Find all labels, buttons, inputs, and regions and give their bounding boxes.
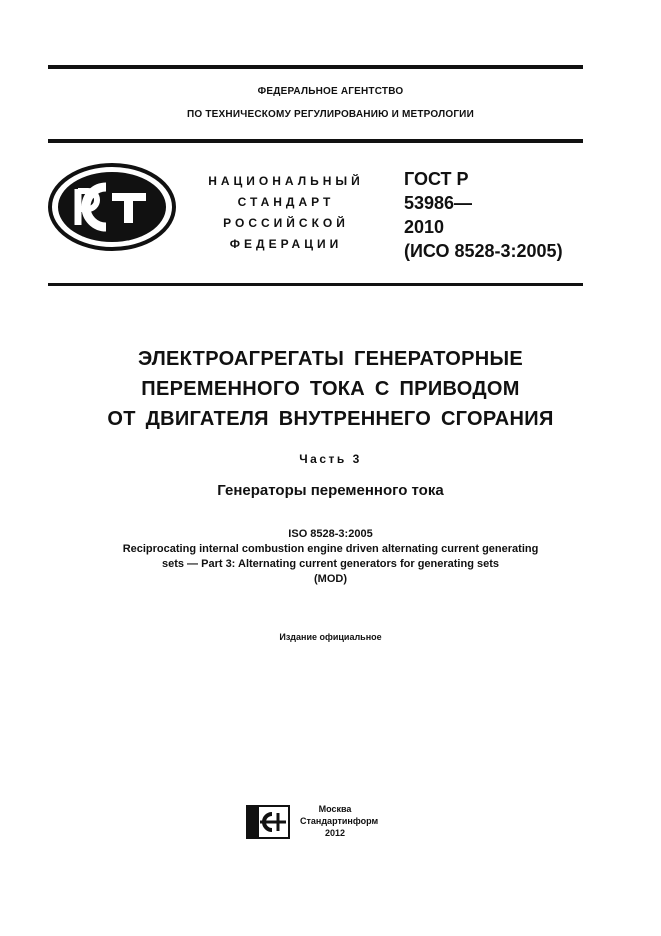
national-standard-line-2: СТАНДАРТ [237,195,335,209]
standartinform-logo-icon [246,805,290,839]
designation-line-3: 2010 [404,217,445,237]
iso-line-1: ISO 8528-3:2005 [288,528,373,540]
iso-line-3: sets — Part 3: Alternating current generators for generating sets [161,558,499,570]
agency-name-line-2: ПО ТЕХНИЧЕСКОМУ РЕГУЛИРОВАНИЮ И МЕТРОЛОГИИ [187,109,474,120]
publisher-info [300,803,379,839]
national-standard-line-4: ФЕДЕРАЦИИ [229,237,343,251]
publisher-year: 2012 [324,828,346,838]
iso-reference [0,527,661,587]
agency-name-line-1: ФЕДЕРАЛЬНОЕ АГЕНТСТВО [257,86,404,97]
title-line-1: ЭЛЕКТРОАГРЕГАТЫ ГЕНЕРАТОРНЫЕ [137,348,524,370]
title-line-2: ПЕРЕМЕННОГО ТОКА С ПРИВОДОМ [141,378,520,400]
publisher-name: Стандартинформ [300,816,379,826]
designation-line-2: 53986— [404,193,473,213]
document-subtitle: Генераторы переменного тока [217,482,444,499]
iso-line-2: Reciprocating internal combustion engine driven alternating current generating [122,543,539,555]
national-standard-line-3: РОССИЙСКОЙ [223,216,349,230]
designation-line-4: (ИСО 8528-3:2005) [404,241,563,261]
iso-line-4: (MOD) [314,573,347,585]
standard-designation [404,167,563,263]
title-line-3: ОТ ДВИГАТЕЛЯ ВНУТРЕННЕГО СГОРАНИЯ [107,408,554,430]
gost-r-emblem-icon [48,163,176,251]
document-title [0,344,661,434]
national-standard-line-1: НАЦИОНАЛЬНЫЙ [208,174,364,188]
middle-rule [48,139,583,143]
top-rule [48,65,583,69]
designation-line-1: ГОСТ Р [404,169,469,189]
lower-rule [48,283,583,286]
publisher-city: Москва [318,804,352,814]
part-number: Часть 3 [299,452,362,466]
national-standard-label [188,171,384,255]
edition-note: Издание официальное [279,632,382,642]
